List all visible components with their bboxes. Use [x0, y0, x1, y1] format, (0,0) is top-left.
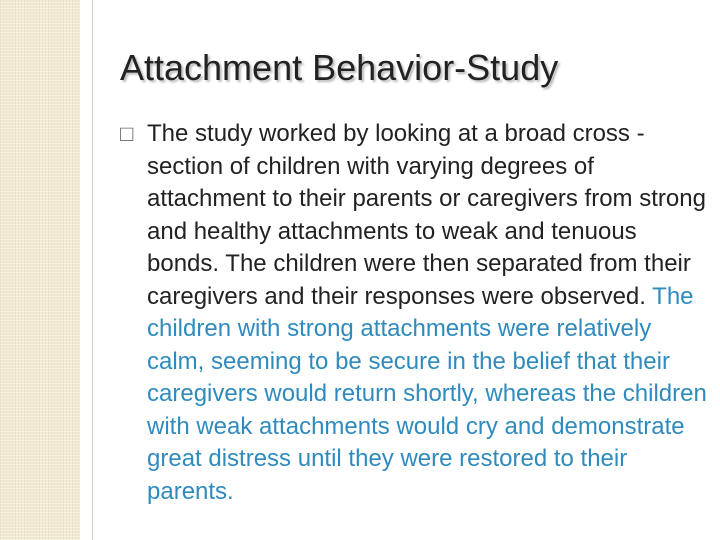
slide-title: Attachment Behavior-Study — [120, 47, 559, 88]
square-bullet-icon: □ — [120, 121, 134, 146]
body-plain-text: The study worked by looking at a broad cross -section of children with varying degrees of attachment to their parents or caregivers from strong and healthy attachments to weak and tenuous bonds. The children were then separated from their caregivers and their responses were observed. — [147, 120, 706, 310]
vertical-divider-line — [92, 0, 93, 540]
body-highlight-text: The children with strong attachments were relatively calm, seeming to be secure in the belief that their caregivers would return shortly, whereas the children with weak attachments would cry and demonstrate great distress until they were restored to their parents. — [147, 282, 707, 505]
bullet-text — [120, 118, 710, 508]
bullet-item — [120, 118, 710, 508]
decorative-side-band — [0, 0, 80, 540]
